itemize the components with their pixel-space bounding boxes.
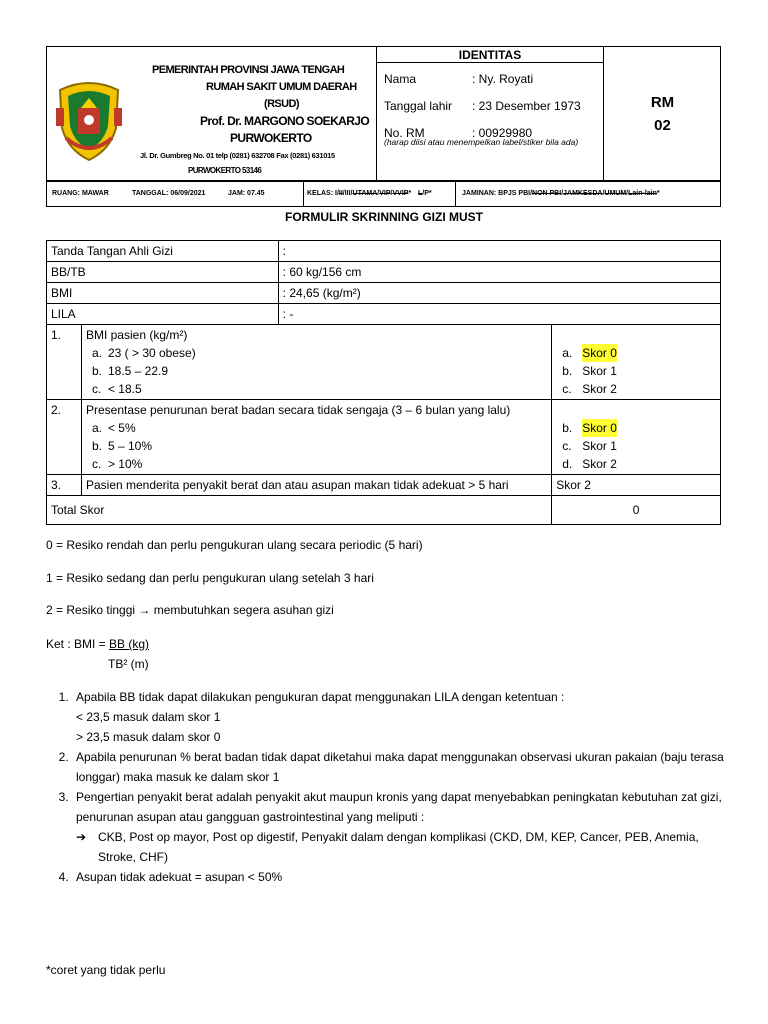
q1-opt-b-letter: b. (91, 364, 102, 378)
jaminan-opt-umum: UMUM (604, 190, 627, 197)
header-abbr: (RSUD) (264, 98, 299, 110)
jenis-kelamin (418, 190, 432, 197)
table-row (47, 241, 721, 262)
q2-opt-b: 5 – 10% (107, 439, 153, 453)
q2-score-b: Skor 0 (582, 421, 617, 435)
kelas (307, 190, 411, 197)
row-value-bbtb: : 60 kg/156 cm (278, 262, 720, 283)
q1-score-c-letter: c. (562, 382, 572, 396)
legend-0: 0 = Resiko rendah dan perlu pengukuran ulang secara periodic (5 hari) (46, 538, 423, 552)
q1-opt-b: 18.5 – 22.9 (107, 364, 169, 378)
table-row (47, 400, 721, 475)
q2-opt-c: > 10% (107, 457, 143, 471)
q2-score-d-letter: d. (562, 457, 573, 471)
table-row (47, 325, 721, 400)
total-label: Total Skor (47, 496, 552, 525)
header-gov: PEMERINTAH PROVINSI JAWA TENGAH (152, 64, 345, 76)
q1-score-c: Skor 2 (582, 382, 617, 396)
jaminan-opt-lain: Lain-lain (628, 190, 657, 197)
list-item (72, 787, 726, 867)
kelas-opt-ii: II (338, 190, 343, 197)
note-2: Apabila penurunan % berat badan tidak dapat diketahui maka dapat menggunakan observasi ukuran pakaian (baju terasa longgar) maka masuk ke dalam skor 1 (76, 750, 724, 784)
list-item (72, 687, 726, 747)
legend-2-a: 2 = Resiko tinggi (46, 603, 139, 617)
note-1a: < 23,5 masuk dalam skor 1 (76, 710, 221, 724)
row-label-signature: Tanda Tangan Ahli Gizi (47, 241, 279, 262)
note-3-sub: CKB, Post op mayor, Post op digestif, Penyakit dalam dengan komplikasi (CKD, DM, KEP, Cancer, PEB, Anemia, Stroke, CHF) (98, 830, 699, 864)
q2-score-d: Skor 2 (582, 457, 617, 471)
province-logo (52, 78, 126, 162)
q1-opt-a: 23 ( > 30 obese) (107, 346, 196, 360)
jaminan-opt-non-pbi: NON PBI (532, 190, 562, 197)
tgl-lahir-value: : 23 Desember 1973 (472, 99, 581, 113)
jaminan (462, 190, 660, 197)
q2-title: Presentase penurunan berat badan secara tidak sengaja (3 – 6 bulan yang lalu) (85, 403, 511, 417)
kelas-opt-vip: VIP (379, 190, 391, 197)
q2-scores (552, 400, 721, 475)
q2-opt-a: < 5% (107, 421, 136, 435)
screening-table (46, 240, 721, 525)
table-row (47, 283, 721, 304)
kelas-prefix: KELAS: I/ (307, 190, 339, 197)
arrow-right-icon: → (138, 603, 151, 617)
identitas-underline (376, 62, 604, 63)
legend-2 (46, 600, 334, 620)
q2-opt-c-letter: c. (91, 457, 102, 471)
jaminan-end: * (656, 190, 660, 197)
jaminan-sep-3: / (626, 190, 629, 197)
jaminan-opt-jamkesda: JAMKESDA (563, 190, 603, 197)
header-hospital: RUMAH SAKIT UMUM DAERAH (206, 81, 357, 93)
q1-score-a-letter: a. (562, 346, 573, 360)
table-row (47, 304, 721, 325)
q1-scores (552, 325, 721, 400)
header-hospital-name: Prof. Dr. MARGONO SOEKARJO (200, 114, 370, 128)
lp-end: /P* (422, 190, 432, 197)
q3-number: 3. (47, 475, 82, 496)
q2-number: 2. (47, 400, 82, 475)
nama-value: : Ny. Royati (472, 72, 534, 86)
list-item (72, 867, 726, 887)
table-row (47, 475, 721, 496)
q2-score-c-letter: c. (562, 439, 572, 453)
q1-opt-a-letter: a. (91, 346, 102, 360)
ruang: RUANG: MAWAR (52, 190, 109, 197)
ket-denominator: TB² (m) (108, 657, 149, 671)
note-1: Apabila BB tidak dapat dilakukan pengukuran dapat menggunakan LILA dengan ketentuan : (76, 690, 565, 704)
note-1b: > 23,5 masuk dalam skor 0 (76, 730, 221, 744)
info-bar-divider-2 (455, 181, 456, 207)
legend-1: 1 = Resiko sedang dan perlu pengukuran ulang setelah 3 hari (46, 571, 374, 585)
header-address: Jl. Dr. Gumbreg No. 01 telp (0281) 632708 Fax (0281) 631015 (140, 151, 335, 160)
header-divider-2 (603, 46, 604, 181)
note-3: Pengertian penyakit berat adalah penyakit akut maupun kronis yang dapat menyebabkan peningkatan kebutuhan zat gizi, penurunan asupan atau gangguan gastrointestinal yang meliputi : (76, 790, 722, 824)
footnote: *coret yang tidak perlu (46, 963, 166, 977)
q1-score-a: Skor 0 (582, 346, 617, 360)
q1-number: 1. (47, 325, 82, 400)
q2-score-b-letter: b. (562, 421, 573, 435)
header-city: PURWOKERTO (230, 131, 312, 145)
kelas-opt-vvip: VVIP (392, 190, 409, 197)
no-rm-value: : 00929980 (472, 126, 533, 140)
kelas-sep-1: / (377, 190, 380, 197)
table-row (47, 496, 721, 525)
lp-opt-l: L (418, 190, 423, 197)
info-bar-divider-1 (303, 181, 304, 207)
no-rm-label: No. RM (384, 126, 425, 140)
q1-score-b: Skor 1 (582, 364, 617, 378)
row-value-bmi: : 24,65 (kg/m²) (278, 283, 720, 304)
q2-opt-a-letter: a. (91, 421, 102, 435)
identitas-note: (harap diisi atau menempelkan label/stiker bila ada) (384, 137, 579, 147)
note-4: Asupan tidak adekuat = asupan < 50% (76, 870, 283, 884)
row-label-lila: LILA (47, 304, 279, 325)
arrow-bullet-icon: ➔ (76, 830, 87, 844)
nama-label: Nama (384, 72, 417, 86)
kelas-end: * (408, 190, 412, 197)
ket-prefix: Ket : BMI = (46, 637, 110, 651)
ket-numerator: BB (kg) (109, 637, 150, 651)
q2-opt-b-letter: b. (91, 439, 102, 453)
identitas-title: IDENTITAS (458, 48, 522, 62)
notes-list (46, 687, 726, 887)
q1-opt-c-letter: c. (91, 382, 102, 396)
jaminan-prefix: JAMINAN: BPJS PBI/ (462, 190, 533, 197)
row-label-bmi: BMI (47, 283, 279, 304)
q3-score: Skor 2 (552, 475, 721, 496)
q2-score-c: Skor 1 (582, 439, 617, 453)
legend-2-b: membutuhkan segera asuhan gizi (150, 603, 334, 617)
header-postal: PURWOKERTO 53146 (188, 166, 262, 175)
row-value-lila: : - (278, 304, 720, 325)
rm-label: RM (650, 94, 675, 111)
form-title: FORMULIR SKRINNING GIZI MUST (285, 210, 483, 224)
q3-title: Pasien menderita penyakit berat dan atau asupan makan tidak adekuat > 5 hari (81, 475, 551, 496)
q1-score-b-letter: b. (562, 364, 573, 378)
ket-formula (46, 634, 149, 654)
jaminan-sep-2: / (602, 190, 605, 197)
tanggal: TANGGAL: 06/09/2021 (132, 190, 206, 197)
table-row (47, 262, 721, 283)
q1-title: BMI pasien (kg/m²) (85, 328, 188, 342)
jam: JAM: 07.45 (228, 190, 265, 197)
q1-cell (81, 325, 551, 400)
rm-number: 02 (654, 117, 671, 134)
jaminan-sep-1: / (561, 190, 564, 197)
total-value: 0 (552, 496, 721, 525)
q2-cell (81, 400, 551, 475)
tgl-lahir-label: Tanggal lahir (384, 99, 453, 113)
kelas-opt-utama: UTAMA (352, 190, 378, 197)
row-value-signature: : (278, 241, 720, 262)
list-item (72, 747, 726, 787)
kelas-sep-2: / (390, 190, 393, 197)
kelas-mid: /III/ (342, 190, 353, 197)
q1-opt-c: < 18.5 (107, 382, 142, 396)
row-label-bbtb: BB/TB (47, 262, 279, 283)
